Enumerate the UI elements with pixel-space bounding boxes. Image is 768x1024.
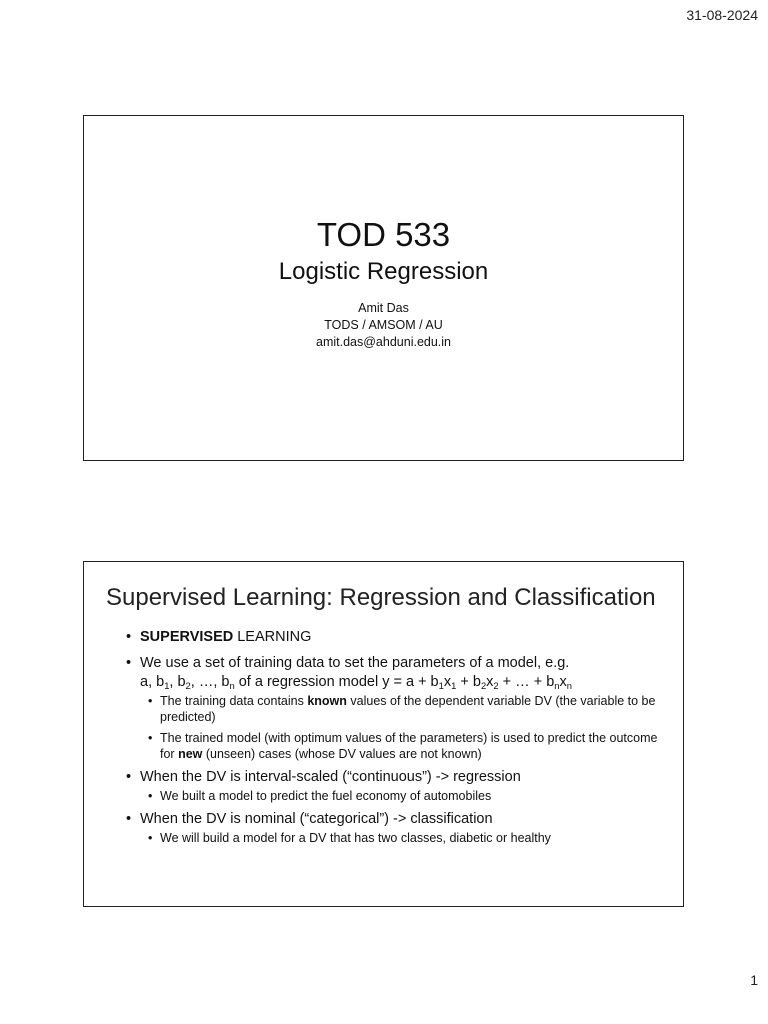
bullet-supervised-learning <box>126 628 671 647</box>
slide-title: TOD 533 <box>316 216 451 253</box>
sub-bullet-bold-text: known <box>307 694 347 708</box>
bullet-training-data <box>126 654 671 692</box>
bullet-classification: • When the DV is nominal (“categorical”) -> classification <box>126 810 671 829</box>
sub-bullet-text: The training data contains <box>160 694 308 708</box>
slide-title: Supervised Learning: Regression and Classification <box>106 584 656 611</box>
slide-subtitle: Logistic Regression <box>278 258 489 285</box>
sub-bullet-text: (unseen) cases (whose DV values are not known) <box>202 747 482 761</box>
sub-bullet-bold-text: new <box>178 747 203 761</box>
bullet-text: LEARNING <box>233 629 312 645</box>
bullet-bold-text: SUPERVISED <box>140 629 234 645</box>
sub-bullet-trained-model <box>148 730 671 762</box>
sub-bullet-text: values of the dependent variable DV (the variable to be predicted) <box>160 694 656 724</box>
sub-bullets-regression <box>126 788 671 804</box>
sub-bullet-text: The trained model (with optimum values of the parameters) is used to predict the outcome for <box>160 731 658 761</box>
author-email: amit.das@ahduni.edu.in <box>316 335 451 349</box>
page-date: 31-08-2024 <box>686 7 758 23</box>
regression-formula: a, $b_1$, $b_2$, …, $b_n$ of a regression model $y = a + b_1x_1 + b_2x_2$ + … + $b_nx_n$ <box>140 674 572 691</box>
sub-bullet-diabetic: • We will build a model for a DV that has two classes, diabetic or healthy <box>148 830 671 846</box>
author-affiliation: TODS / AMSOM / AU <box>324 318 443 332</box>
content-slide <box>83 561 684 907</box>
sub-bullets-training <box>126 693 671 762</box>
sub-bullet-fuel-economy: • We built a model to predict the fuel economy of automobiles <box>148 788 671 804</box>
sub-bullet-known-values <box>148 693 671 725</box>
author-name: Amit Das <box>358 301 409 315</box>
page-number: 1 <box>750 972 758 988</box>
slide-body <box>126 628 671 852</box>
bullet-regression: • When the DV is interval-scaled (“continuous”) -> regression <box>126 768 671 787</box>
sub-bullets-classification <box>126 830 671 846</box>
author-block <box>84 300 683 351</box>
title-slide <box>83 115 684 461</box>
bullet-text: • We use a set of training data to set the parameters of a model, e.g. <box>140 655 570 671</box>
